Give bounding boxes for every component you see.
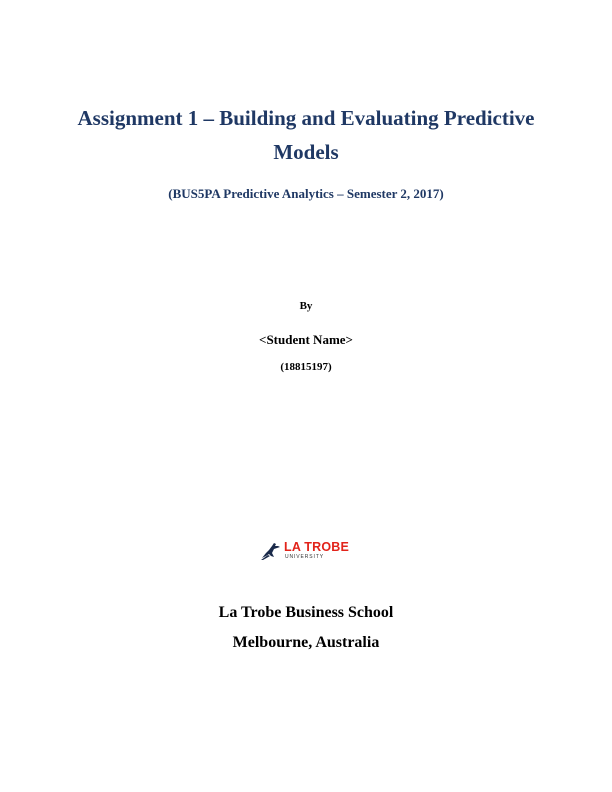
student-id: (18815197) [280, 361, 332, 373]
kangaroo-icon [260, 541, 282, 561]
school-location: Melbourne, Australia [232, 634, 380, 651]
by-label: By [299, 300, 313, 312]
university-logo [260, 540, 354, 562]
logo-name: LA TROBE [284, 540, 350, 554]
document-title [0, 101, 612, 169]
title-line-1: Assignment 1 – Building and Evaluating Predictive [77, 106, 535, 130]
course-subtitle: (BUS5PA Predictive Analytics – Semester 2, 2017) [168, 186, 444, 201]
school-name: La Trobe Business School [218, 604, 394, 621]
logo-subname: UNIVERSITY [285, 554, 325, 560]
student-name: <Student Name> [259, 332, 353, 347]
title-line-2: Models [273, 140, 339, 164]
